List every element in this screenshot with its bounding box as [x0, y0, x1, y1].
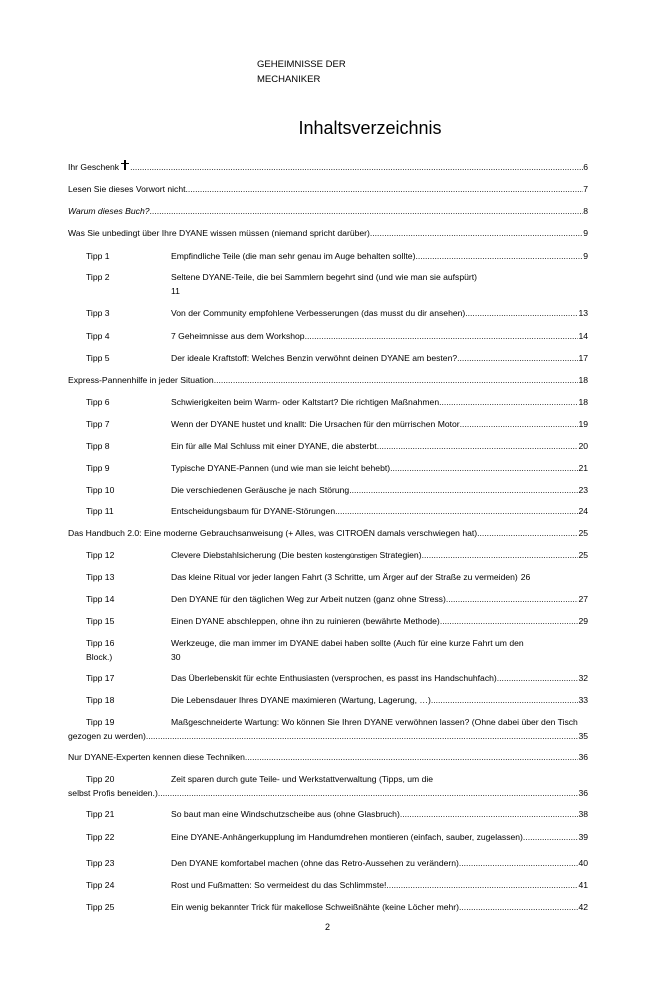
toc-page-number: 11	[171, 286, 180, 296]
tip-number: Tipp 21	[86, 809, 115, 819]
toc-entry-tip-4[interactable]	[68, 329, 588, 343]
toc-entry-tip-3[interactable]	[68, 306, 588, 320]
toc-page-number: 17	[578, 353, 588, 363]
tip-number: Tipp 18	[86, 695, 115, 705]
toc-leader	[439, 395, 578, 409]
toc-entry-tip-20[interactable]	[68, 772, 588, 800]
toc-entry-tip-17[interactable]	[68, 671, 588, 685]
toc-page-number: 29	[578, 616, 588, 626]
toc-page-number: 18	[578, 397, 588, 407]
toc-leader	[415, 249, 583, 263]
toc-leader	[457, 351, 578, 365]
toc-leader	[459, 900, 578, 914]
tip-number: Tipp 17	[86, 673, 115, 683]
toc-entry-text: Die verschiedenen Geräusche je nach Störung	[171, 485, 350, 495]
toc-entry-text: Die Lebensdauer Ihres DYANE maximieren (Wartung, Lagerung, …)	[171, 695, 431, 705]
toc-page-number: 26	[520, 572, 531, 582]
tip-number: Tipp 11	[86, 506, 114, 516]
toc-page-number: 36	[578, 752, 588, 762]
header-line-1: GEHEIMNISSE DER	[257, 59, 346, 70]
tip-number: Tipp 10	[86, 485, 115, 495]
tip-number: Tipp 12	[86, 550, 115, 560]
toc-page-number: 7	[583, 184, 588, 194]
toc-leader	[130, 160, 583, 174]
tip-number: Tipp 6	[86, 397, 110, 407]
toc-page-number: 14	[578, 331, 588, 341]
tip-number: Tipp 15	[86, 616, 115, 626]
tip-number: Tipp 13	[86, 572, 115, 582]
toc-page-number: 20	[578, 441, 588, 451]
tip-number: Tipp 4	[86, 331, 110, 341]
tip-number: Tipp 25	[86, 902, 115, 912]
toc-entry-tip-14[interactable]	[68, 592, 588, 606]
toc-entry-text: Zeit sparen durch gute Teile- und Werkstattverwaltung (Tipps, um die	[171, 774, 434, 784]
toc-page-number: 21	[578, 463, 588, 473]
toc-entry-text: Lesen Sie dieses Vorwort nicht	[68, 184, 186, 194]
toc-leader	[305, 329, 579, 343]
toc-entry-text: Nur DYANE-Experten kennen diese Techniken	[68, 752, 245, 762]
toc-page-number: 9	[583, 251, 588, 261]
tip-number-continuation: Block.)	[86, 652, 113, 662]
toc-entry-text: So baut man eine Windschutzscheibe aus (ohne Glasbruch)	[171, 809, 400, 819]
tip-number: Tipp 24	[86, 880, 115, 890]
toc-leader	[146, 729, 579, 743]
toc-entry-tip-6[interactable]	[68, 395, 588, 409]
toc-page-number: 25	[578, 550, 588, 560]
toc-leader	[400, 807, 579, 821]
toc-page-number: 33	[578, 695, 588, 705]
toc-entry-tip-25[interactable]	[68, 900, 588, 914]
toc-entry-text: Ihr Geschenk	[68, 162, 120, 172]
toc-entry-why-this-book[interactable]	[68, 204, 588, 218]
toc-leader	[422, 548, 579, 562]
toc-page-number: 40	[578, 858, 588, 868]
toc-page-number: 38	[578, 809, 588, 819]
toc-entry-tip-7[interactable]	[68, 417, 588, 431]
toc-entry-text: Ein für alle Mal Schluss mit einer DYANE, die absterbt	[171, 441, 377, 451]
toc-page-number: 8	[583, 206, 588, 216]
toc-page-number: 25	[578, 528, 588, 538]
toc-entry-text: Von der Community empfohlene Verbesserungen (das musst du dir ansehen)	[171, 308, 466, 318]
toc-entry-chapter-express[interactable]	[68, 373, 588, 387]
tip-number: Tipp 7	[86, 419, 110, 429]
toc-entry-text-continuation: selbst Profis beneiden.)	[68, 788, 158, 798]
toc-entry-tip-16[interactable]	[68, 636, 588, 664]
toc-entry-text: Rost und Fußmatten: So vermeidest du das Schlimmste!	[171, 880, 387, 890]
toc-leader	[377, 439, 579, 453]
toc-entry-tip-19[interactable]	[68, 715, 588, 743]
toc-leader	[523, 830, 579, 844]
toc-entry-chapter-handbook[interactable]	[68, 526, 588, 540]
tip-number: Tipp 20	[86, 774, 115, 784]
toc-page-number: 13	[578, 308, 588, 318]
toc-entry-tip-24[interactable]	[68, 878, 588, 892]
tip-number: Tipp 19	[86, 717, 115, 727]
toc-entry-foreword[interactable]	[68, 182, 588, 196]
toc-leader	[245, 750, 579, 764]
toc-page-number: 42	[578, 902, 588, 912]
toc-entry-chapter-experts[interactable]	[68, 750, 588, 764]
toc-entry-tip-1[interactable]	[68, 249, 588, 263]
toc-entry-text: Schwierigkeiten beim Warm- oder Kaltstart? Die richtigen Maßnahmen	[171, 397, 440, 407]
toc-entry-tip-9[interactable]	[68, 461, 588, 475]
toc-entry-tip-15[interactable]	[68, 614, 588, 628]
toc-leader	[465, 306, 578, 320]
tip-number: Tipp 1	[86, 251, 110, 261]
toc-entry-text: Den DYANE komfortabel machen (ohne das Retro-Aussehen zu verändern)	[171, 858, 459, 868]
toc-leader	[446, 592, 579, 606]
toc-entry-text: Eine DYANE-Anhängerkupplung im Handumdrehen montieren (einfach, sauber, zugelassen)	[171, 832, 523, 842]
toc-entry-text: Einen DYANE abschleppen, ohne ihn zu ruinieren (bewährte Methode)	[171, 616, 440, 626]
toc-page-number: 32	[578, 673, 588, 683]
toc-entry-text: Werkzeuge, die man immer im DYANE dabei haben sollte (Auch für eine kurze Fahrt um den	[171, 638, 524, 648]
toc-entry-tip-12[interactable]	[68, 548, 588, 562]
toc-entry-text: Das kleine Ritual vor jeder langen Fahrt (3 Schritte, um Ärger auf der Straße zu vermeiden)	[171, 572, 518, 582]
toc-page-number: 39	[578, 832, 588, 842]
tip-number: Tipp 14	[86, 594, 115, 604]
toc-entry-tip-18[interactable]	[68, 693, 588, 707]
toc-leader	[477, 526, 578, 540]
header-line-2: MECHANIKER	[257, 74, 321, 85]
toc-entry-text: Seltene DYANE-Teile, die bei Sammlern begehrt sind (und wie man sie aufspürt)	[171, 272, 478, 282]
toc-entry-tip-13[interactable]	[68, 570, 588, 584]
toc-page-number: 35	[578, 731, 588, 741]
toc-entry-text: Express-Pannenhilfe in jeder Situation	[68, 375, 214, 385]
toc-entry-tip-10[interactable]	[68, 483, 588, 497]
toc-leader	[440, 614, 579, 628]
toc-entry-text: Das Überlebenskit für echte Enthusiasten (versprochen, es passt ins Handschuhfach)	[171, 673, 497, 683]
toc-entry-text: Wenn der DYANE hustet und knallt: Die Ursachen für den mürrischen Motor	[171, 419, 460, 429]
toc-leader	[158, 786, 579, 800]
toc-leader	[150, 204, 584, 218]
toc-page-number: 18	[578, 375, 588, 385]
tip-number: Tipp 2	[86, 272, 110, 282]
toc-entry-text: Das Handbuch 2.0: Eine moderne Gebrauchsanweisung (+ Alles, was CITROËN damals verschwiegen hat)	[68, 528, 478, 538]
toc-entry-text: Clevere Diebstahlsicherung (Die besten kostengünstigen Strategien)	[171, 550, 422, 560]
toc-entry-text: Der ideale Kraftstoff: Welches Benzin verwöhnt deinen DYANE am besten?	[171, 353, 458, 363]
toc-page-number: 36	[578, 788, 588, 798]
toc-entry-text: Den DYANE für den täglichen Weg zur Arbeit nutzen (ganz ohne Stress)	[171, 594, 446, 604]
toc-entry-text: Warum dieses Buch?	[68, 206, 150, 216]
page-title: Inhaltsverzeichnis	[298, 118, 442, 138]
toc-page-number: 9	[583, 228, 588, 238]
toc-entry-text: Typische DYANE-Pannen (und wie man sie leicht behebt)	[171, 463, 391, 473]
toc-leader	[335, 504, 578, 518]
tip-number: Tipp 3	[86, 308, 110, 318]
toc-entry-gift[interactable]	[68, 160, 588, 174]
toc-leader	[460, 417, 579, 431]
toc-entry-tip-2[interactable]	[68, 270, 588, 298]
toc-entry-text-continuation: gezogen zu werden)	[68, 731, 146, 741]
toc-leader	[431, 693, 579, 707]
tip-number: Tipp 22	[86, 832, 115, 842]
running-header	[257, 57, 346, 87]
toc-leader	[386, 878, 578, 892]
toc-entry-text: Ein wenig bekannter Trick für makellose Schweißnähte (keine Löcher mehr)	[171, 902, 460, 912]
toc-leader	[390, 461, 578, 475]
cross-icon	[120, 160, 130, 170]
page-number: 2	[325, 922, 331, 932]
toc-page-number: 24	[578, 506, 588, 516]
toc-page-number: 23	[578, 485, 588, 495]
toc-entry-tip-5[interactable]	[68, 351, 588, 365]
tip-number: Tipp 23	[86, 858, 115, 868]
toc-entry-text: Entscheidungsbaum für DYANE-Störungen	[171, 506, 336, 516]
toc-entry-text: Was Sie unbedingt über Ihre DYANE wissen müssen (niemand spricht darüber)	[68, 228, 370, 238]
toc-page-number: 19	[578, 419, 588, 429]
toc-page-number: 27	[578, 594, 588, 604]
tip-number: Tipp 8	[86, 441, 110, 451]
toc-leader	[459, 856, 579, 870]
toc-leader	[349, 483, 578, 497]
toc-entry-tip-11[interactable]	[68, 504, 588, 518]
toc-leader	[214, 373, 579, 387]
toc-entry-text: Maßgeschneiderte Wartung: Wo können Sie Ihren DYANE verwöhnen lassen? (Ohne dabei über den Tisch	[171, 717, 578, 727]
toc-entry-chapter-must-know[interactable]	[68, 226, 588, 240]
toc-entry-tip-21[interactable]	[68, 807, 588, 821]
toc-entry-tip-22[interactable]	[68, 830, 588, 844]
toc-page-number: 30	[171, 652, 181, 662]
toc-entry-tip-23[interactable]	[68, 856, 588, 870]
toc-leader	[186, 182, 584, 196]
tip-number: Tipp 5	[86, 353, 110, 363]
tip-number: Tipp 16	[86, 638, 115, 648]
toc-entry-text: Empfindliche Teile (die man sehr genau im Auge behalten sollte)	[171, 251, 416, 261]
toc-page-number: 6	[583, 162, 588, 172]
tip-number: Tipp 9	[86, 463, 110, 473]
toc-entry-tip-8[interactable]	[68, 439, 588, 453]
toc-leader	[497, 671, 579, 685]
toc-entry-text: 7 Geheimnisse aus dem Workshop	[171, 331, 305, 341]
toc-page-number: 41	[578, 880, 588, 890]
toc-leader	[370, 226, 583, 240]
